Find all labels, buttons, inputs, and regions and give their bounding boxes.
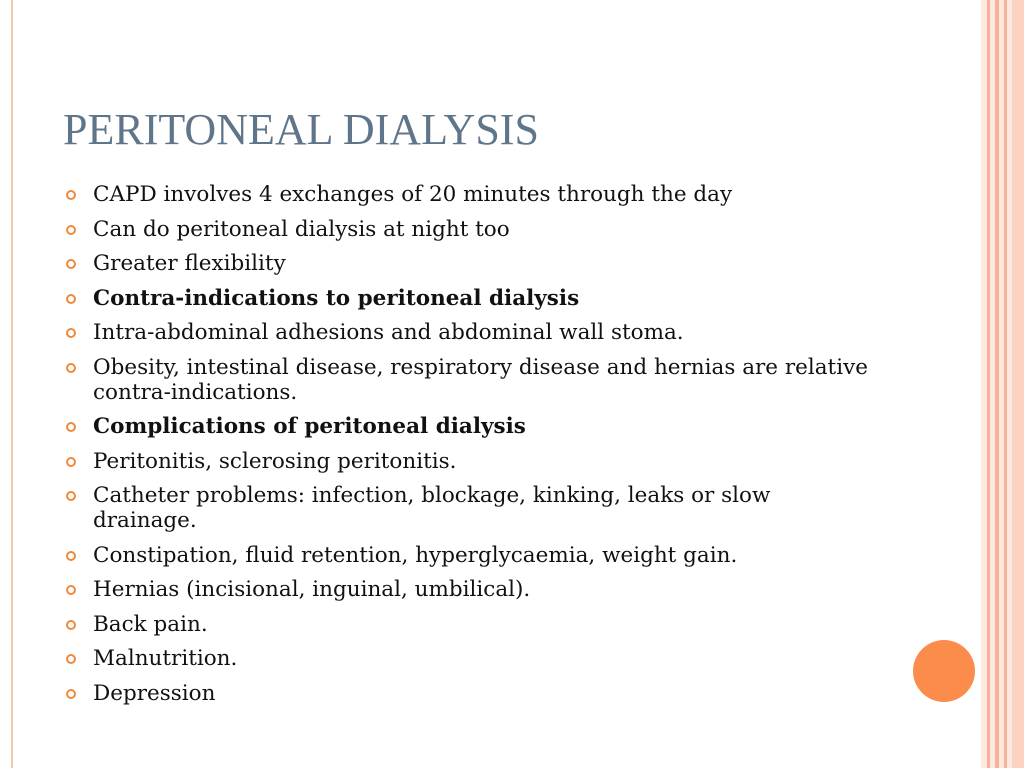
bullet-text: Contra-indications to peritoneal dialysis — [93, 285, 580, 311]
bullet-item — [93, 543, 873, 568]
bullet-text: Depression — [93, 680, 216, 706]
bullet-text: Peritonitis, sclerosing peritonitis. — [93, 448, 457, 474]
bullet-ring-icon — [66, 259, 76, 269]
bullet-ring-icon — [66, 654, 76, 664]
bullet-heading — [93, 286, 873, 311]
bullet-ring-icon — [66, 585, 76, 595]
bullet-item — [93, 646, 873, 671]
slide-title: PERITONEAL DIALYSIS — [63, 105, 539, 154]
bullet-text: Catheter problems: infection, blockage, kinking, leaks or slow drainage. — [93, 483, 771, 533]
bullet-text: Complications of peritoneal dialysis — [93, 414, 526, 439]
bullet-item — [93, 612, 873, 637]
bullet-text: Constipation, fluid retention, hyperglycaemia, weight gain. — [93, 542, 738, 568]
bullet-item — [93, 483, 873, 533]
bullet-ring-icon — [66, 620, 76, 630]
left-border-line — [11, 0, 13, 768]
bullet-text: Obesity, intestinal disease, respiratory disease and hernias are relative contra-indications. — [93, 354, 868, 405]
right-stripe — [1012, 0, 1024, 768]
bullet-text: Intra-abdominal adhesions and abdominal wall stoma. — [93, 320, 684, 345]
bullet-item — [93, 182, 873, 207]
bullet-text: Can do peritoneal dialysis at night too — [93, 216, 510, 242]
bullet-ring-icon — [66, 422, 76, 432]
right-stripe — [1004, 0, 1007, 768]
bullet-item — [93, 217, 873, 242]
bullet-heading — [93, 414, 873, 439]
bullet-ring-icon — [66, 551, 76, 561]
bullet-ring-icon — [66, 363, 76, 373]
bullet-text: CAPD involves 4 exchanges of 20 minutes through the day — [93, 182, 733, 207]
bullet-item — [93, 251, 873, 276]
bullet-ring-icon — [66, 457, 76, 467]
bullet-text: Back pain. — [93, 611, 208, 637]
bullet-item — [93, 449, 873, 474]
bullet-list — [93, 182, 873, 715]
bullet-ring-icon — [66, 190, 76, 200]
bullet-ring-icon — [66, 491, 76, 501]
bullet-item — [93, 355, 873, 405]
accent-circle — [913, 640, 975, 702]
right-stripe — [995, 0, 999, 768]
bullet-text: Hernias (incisional, inguinal, umbilical). — [93, 577, 531, 602]
bullet-text: Greater flexibility — [93, 251, 286, 276]
bullet-ring-icon — [66, 328, 76, 338]
bullet-item — [93, 577, 873, 602]
right-stripe — [987, 0, 990, 768]
bullet-ring-icon — [66, 225, 76, 235]
bullet-ring-icon — [66, 689, 76, 699]
bullet-text: Malnutrition. — [93, 646, 238, 671]
bullet-item — [93, 681, 873, 706]
bullet-item — [93, 320, 873, 345]
bullet-ring-icon — [66, 294, 76, 304]
